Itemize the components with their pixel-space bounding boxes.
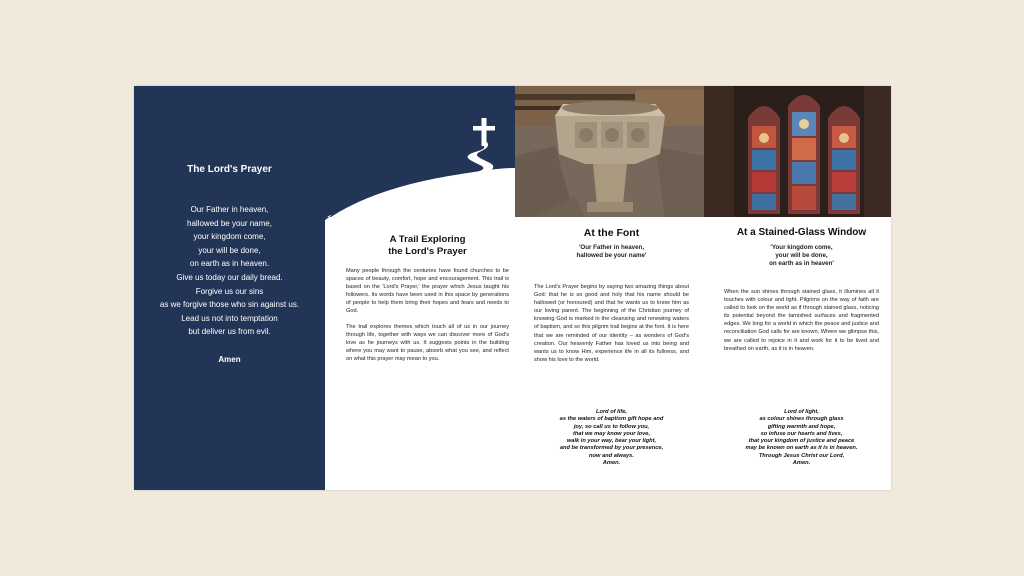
font-prayer-line: joy, so call us to follow you, bbox=[573, 423, 650, 430]
stained-glass-prayer-line: Amen. bbox=[792, 460, 811, 467]
font-prayer-line: Lord of life, bbox=[596, 409, 627, 415]
prayer-line: your kingdom come, bbox=[193, 232, 266, 242]
stained-glass-prayer-line: gifting warmth and hope, bbox=[767, 423, 836, 430]
trail-title bbox=[346, 234, 509, 258]
stained-glass-subtitle bbox=[724, 244, 879, 268]
font-subtitle-line: 'Our Father in heaven, bbox=[578, 244, 645, 251]
prayer-line: Lead us not into temptation bbox=[181, 313, 278, 323]
prayer-line: Give us today our daily bread. bbox=[176, 272, 283, 282]
prayer-amen: Amen bbox=[218, 355, 241, 364]
stained-glass-prayer-line: Lord of light, bbox=[784, 409, 819, 415]
font-subtitle-line: hallowed be your name' bbox=[576, 252, 647, 259]
font-prayer bbox=[534, 409, 689, 467]
prayer-line: Our Father in heaven, bbox=[190, 205, 269, 214]
prayer-line: as we forgive those who sin against us. bbox=[159, 300, 300, 310]
prayer-line: hallowed be your name, bbox=[187, 218, 272, 228]
lords-prayer-panel bbox=[134, 86, 325, 490]
font-title: At the Font bbox=[583, 227, 640, 239]
trail-title-line: the Lord's Prayer bbox=[388, 246, 467, 257]
stained-glass-subtitle-line: on earth as in heaven' bbox=[769, 260, 834, 267]
stained-glass-title: At a Stained-Glass Window bbox=[736, 227, 867, 238]
font-prayer-line: as the waters of baptism gift hope and bbox=[559, 416, 664, 423]
stained-glass-subtitle-line: your will be done, bbox=[775, 252, 828, 259]
stained-glass-prayer-line: that your kingdom of justice and peace bbox=[748, 438, 855, 445]
brochure bbox=[134, 86, 891, 490]
font-body: The Lord's Prayer begins by saying two amazing things about God: that he is so good and holy that his name should be hallowed (or honoured) and that he wants us to know him as our loving parent. The beginning of the Christian journey of knowing God is marked in the cleansing and renewing waters of baptism, and so this pilgrim trail begins at the font. It is here that we are reminded of our identity – as wonders of God's creation. Our heavenly Father has loved us into being and wants us to know Him, experience life in all its fullness, and show his love to the world. bbox=[534, 284, 689, 363]
prayer-title: The Lord's Prayer bbox=[187, 164, 272, 175]
font-prayer-line: walk in your way, bear your light, bbox=[566, 438, 657, 445]
font-prayer-line: that we may know your love, bbox=[572, 430, 651, 437]
stained-glass-prayer-line: so infuse our hearts and lives, bbox=[760, 430, 843, 437]
trail-paragraph: The trail explores themes which touch all of us in our journey through life, together with ways we can discover more of God's love as he journeys with us. It suggests points in the building where you may want to pause, absorb what you see, and reflect on what this prayer may mean to you. bbox=[346, 323, 509, 362]
stained-glass-prayer-line: Through Jesus Christ our Lord, bbox=[758, 452, 845, 459]
font-subtitle bbox=[534, 244, 689, 260]
stained-glass-prayer bbox=[724, 409, 879, 467]
trail-title-line: A Trail Exploring bbox=[389, 234, 466, 245]
font-prayer-line: Amen. bbox=[602, 460, 621, 467]
prayer-line: on earth as in heaven. bbox=[189, 259, 270, 269]
prayer-text bbox=[134, 203, 325, 339]
stained-glass-prayer-line: as colour shines through glass bbox=[759, 416, 844, 423]
stained-glass-body: When the sun shines through stained glass, it illumines all it touches with colour and light. Pilgrims on the way of faith are called to look on the world as if through stained glass, noticing its potential beyond the tarnished surfaces and fragmented edges. We long for a world in which the peace and justice and reconciliation God calls for are known. Where we glimpse this, we are called to rejoice in it and work for it to be lived and breathed on earth, as it is in heaven. bbox=[724, 289, 879, 352]
font-prayer-line: now and always. bbox=[589, 452, 634, 459]
trail-body bbox=[346, 267, 509, 370]
prayer-line: your will be done, bbox=[198, 245, 261, 255]
stained-glass-prayer-line: may be known on earth as it is in heaven. bbox=[745, 445, 858, 452]
prayer-line: Forgive us our sins bbox=[195, 286, 264, 296]
font-prayer-line: and be transformed by your presence, bbox=[559, 445, 664, 452]
font-photo bbox=[515, 86, 704, 217]
stained-glass-subtitle-line: 'Your kingdom come, bbox=[770, 244, 833, 251]
stained-glass-photo bbox=[704, 86, 891, 217]
trail-paragraph: Many people through the centuries have found churches to be spaces of beauty, comfort, hope and encouragement. This trail is based on the 'Lord's Prayer,' the prayer which Jesus taught his followers. Its words have been used in this space by generations of people to help them bring their hopes and fears and needs to God. bbox=[346, 268, 509, 315]
prayer-line: but deliver us from evil. bbox=[188, 327, 271, 337]
